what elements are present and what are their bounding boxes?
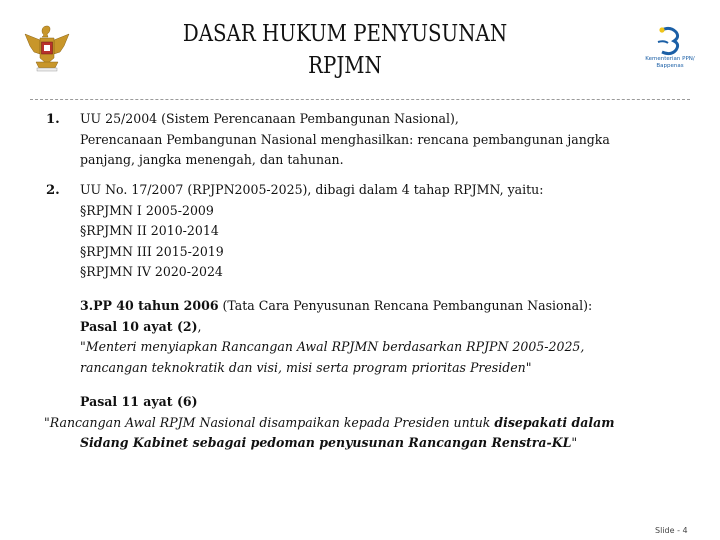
bullet-label: RPJMN I 2005-2009 [86,203,214,219]
list-item [80,202,543,223]
pasal-10-label: Pasal 10 ayat (2) [80,319,198,335]
header-divider [30,99,690,100]
item-2-text [80,181,543,284]
quote-2-line-1 [44,414,615,435]
quote-2-line-1-text: "Rancangan Awal RPJM Nasional disampaikan kepada Presiden untuk [44,416,495,431]
list-item [80,263,543,284]
item-1-line-1: UU 25/2004 (Sistem Perencanaan Pembangunan Nasional), [80,112,459,127]
item-1-text [80,110,610,172]
page-title [169,18,522,82]
pasal-10-heading [80,318,592,339]
quote-1-line-1-text: "Menteri menyiapkan Rancangan Awal RPJMN berdasarkan RPJPN 2005-2025, [80,340,585,355]
item-1-line-2: Perencanaan Pembangunan Nasional menghasilkan: rencana pembangunan jangka [80,132,610,148]
title-line-2: RPJMN [308,53,382,79]
quote-2-line-1-emphasis: disepakati dalam [494,416,615,431]
bullet-label: RPJMN IV 2020-2024 [86,265,223,280]
item-3-heading [80,297,592,318]
pasal-11-label: Pasal 11 ayat (6) [80,395,198,410]
brand-line-2: Bappenas [656,63,684,69]
pasal-11-heading [80,393,198,414]
slide-number: Slide - 4 [655,526,688,535]
quote-2-line-2 [80,434,577,455]
item-2-number: 2. [46,183,60,198]
quote-1-line-1 [80,338,592,359]
list-item [80,243,543,264]
quote-1-line-2-text: rancangan teknokratik dan visi, misi serta program prioritas Presiden" [80,360,532,376]
quote-2-line-2-close: " [571,436,578,451]
list-item [80,222,543,243]
bullet-icon: § [80,224,87,239]
title-line-1: DASAR HUKUM PENYUSUNAN [182,21,508,47]
garuda-emblem-logo [22,20,72,74]
item-3-heading-bold: 3.PP 40 tahun 2006 [80,299,219,314]
pasal-10-comma: , [197,319,202,335]
item-1-line-3: panjang, jangka menengah, dan tahunan. [80,153,344,168]
bullet-label: RPJMN III 2015-2019 [86,244,224,260]
item-3-heading-rest: (Tata Cara Penyusunan Rencana Pembangunan Nasional): [218,299,593,314]
quote-2-line-2-emphasis: Sidang Kabinet sebagai pedoman penyusunan Rancangan Renstra-KL [80,436,572,451]
bullet-icon: § [80,244,87,260]
bullet-icon: § [80,203,87,219]
bullet-label: RPJMN II 2010-2014 [86,224,219,239]
item-2-intro: UU No. 17/2007 (RPJPN2005-2025), dibagi dalam 4 tahap RPJMN, yaitu: [80,183,544,198]
brand-line-1: Kementerian PPN/ [645,56,695,62]
quote-1-line-2 [80,359,592,380]
item-1-number: 1. [46,112,60,127]
bullet-icon: § [80,265,87,280]
bappenas-brand-text [640,56,700,70]
item-3-block [80,297,592,379]
